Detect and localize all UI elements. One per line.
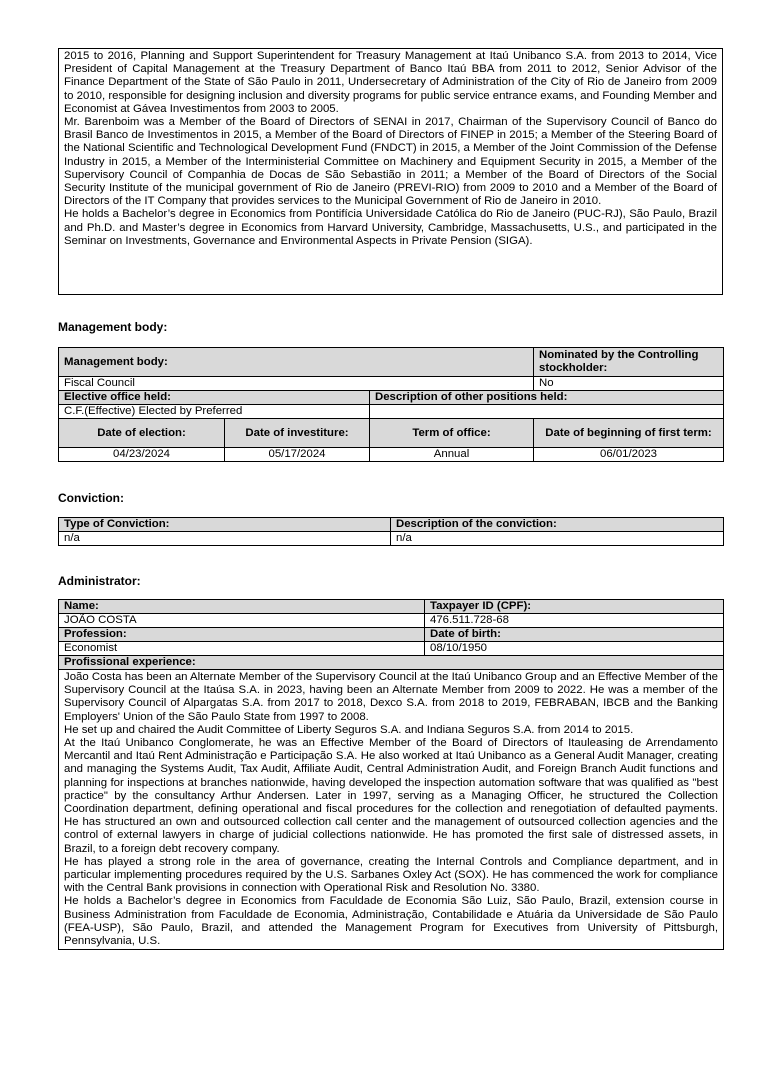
cpf-value: 476.511.728-68 — [425, 614, 724, 628]
experience-paragraph-2: He set up and chaired the Audit Committee of Liberty Seguros S.A. and Indiana Seguros S.A. from 2014 to 2015. — [64, 723, 634, 736]
date-investiture-value: 05/17/2024 — [225, 448, 370, 462]
elective-office-value: C.F.(Effective) Elected by Preferred — [59, 405, 370, 419]
experience-text-cell — [59, 670, 724, 950]
profession-value: Economist — [59, 642, 425, 656]
experience-paragraph-4: He has played a strong role in the area of governance, creating the Internal Controls and Compliance department, and in particular implementing procedures required by the U.S. Sarbanes Oxley Act (SOX). He has commenced the work for compliance with the Central Bank provisions in connection with Operational Risk and Resolution No. 3380. — [64, 855, 718, 895]
first-term-value: 06/01/2023 — [534, 448, 724, 462]
management-body-header: Management body: — [59, 348, 534, 377]
administrator-table — [58, 599, 724, 950]
experience-header: Profissional experience: — [59, 656, 724, 670]
other-positions-header: Description of other positions held: — [370, 391, 724, 405]
cpf-header: Taxpayer ID (CPF): — [425, 600, 724, 614]
nominated-header: Nominated by the Controlling stockholder: — [534, 348, 724, 377]
profession-header: Profession: — [59, 628, 425, 642]
intro-paragraph-2: Mr. Barenboim was a Member of the Board of Directors of SENAI in 2017, Chairman of the Supervisory Council of Banco do Brasil Banco de Investimentos in 2015, a Member of the Board of Directors of FINEP in 2015; a Member of the Steering Board of the National Scientific and Technological Development Fund (FNDCT) in 2015, a Member of the Joint Commission of the Defense Industry in 2015, a Member of the Interministerial Committee on Machinery and Equipment Security in 2015, a Member of the Supervisory Council of Companhia de Docas de São Sebastião in 2011; a Member of the Board of Directors of the Social Security Institute of the municipal government of Rio de Janeiro (PREVI-RIO) from 2009 to 2010 and a Member of the Board of Directors of the IT Company that provides services to the Municipal Government of Rio de Janeiro in 2010. — [64, 116, 717, 208]
date-election-header: Date of election: — [59, 419, 225, 448]
birth-value: 08/10/1950 — [425, 642, 724, 656]
nominated-value: No — [534, 377, 724, 391]
conviction-description-header: Description of the conviction: — [391, 518, 724, 532]
conviction-type-header: Type of Conviction: — [59, 518, 391, 532]
conviction-section-title: Conviction: — [58, 491, 124, 505]
name-value: JOÃO COSTA — [59, 614, 425, 628]
management-section-title: Management body: — [58, 320, 168, 334]
experience-paragraph-1: João Costa has been an Alternate Member of the Supervisory Council at the Itaú Unibanco Group and an Effective Member of the Supervisory Council at the Itaúsa S.A. in 2023, having been an Alternate Member from 2009 to 2022. He was a member of the Supervisory Council of Alpargatas S.A. from 2017 to 2018, Dexco S.A. from 2018 to 2019, FEBRABAN, IBCB and the Banking Employers' Union of the São Paulo State from 1997 to 2008. — [64, 671, 718, 723]
intro-paragraph-1: 2015 to 2016, Planning and Support Superintendent for Treasury Management at Itaú Unibanco S.A. from 2013 to 2014, Vice President of Capital Management at the Treasury Department of Banco Itaú BBA from 2011 to 2012, Senior Advisor of the Finance Department of the State of São Paulo in 2011, Undersecretary of Administration of the City of Rio de Janeiro from 2009 to 2010, responsible for designing inclusion and diversity programs for public service entrance exams, and Founding Member and Economist at Gávea Investimentos from 2003 to 2005. — [64, 50, 717, 115]
management-table — [58, 347, 724, 462]
management-body-value: Fiscal Council — [59, 377, 534, 391]
experience-paragraph-3: At the Itaú Unibanco Conglomerate, he was an Effective Member of the Board of Directors of Itauleasing de Arrendamento Mercantil and Itaú Rent Administração e Participação S.A. He also worked at Itaú Unibanco as a General Audit Manager, creating and managing the Systems Audit, Tax Audit, Affiliate Audit, Central Administration Audit, and Foreign Branch Audit functions and planning for inspections at branches nationwide, having developed the inspection automation software that was qualified as "best practice" by the consultancy Arthur Andersen. Later in 1997, serving as a Managing Officer, he structured the Collection Coordination department, defining operational and fiscal procedures for the collection and renegotiation of defaulted payments. He has structured an own and outsourced collection call center and the management of outsourced collection agencies and the control of external lawyers in charge of judicial collections nationwide. He has promoted the first sale of distressed assets, in Brazil, to a foreign debt recovery company. — [64, 737, 718, 855]
conviction-description-value: n/a — [391, 532, 724, 546]
previous-experience-box — [58, 48, 723, 295]
other-positions-value — [370, 405, 724, 419]
date-investiture-header: Date of investiture: — [225, 419, 370, 448]
conviction-table — [58, 517, 724, 546]
term-office-header: Term of office: — [370, 419, 534, 448]
elective-office-header: Elective office held: — [59, 391, 370, 405]
conviction-type-value: n/a — [59, 532, 391, 546]
name-header: Name: — [59, 600, 425, 614]
intro-paragraph-3: He holds a Bachelor’s degree in Economics from Pontifícia Universidade Católica do Rio de Janeiro (PUC-RJ), São Paulo, Brazil and Ph.D. and Master’s degree in Economics from Harvard University, Cambridge, Massachusetts, U.S., and participated in the Seminar on Investments, Governance and Environmental Aspects in Private Pension (SIGA). — [64, 208, 717, 247]
birth-header: Date of birth: — [425, 628, 724, 642]
first-term-header: Date of beginning of first term: — [534, 419, 724, 448]
term-office-value: Annual — [370, 448, 534, 462]
date-election-value: 04/23/2024 — [59, 448, 225, 462]
experience-paragraph-5: He holds a Bachelor’s degree in Economics from Faculdade de Economia São Luiz, São Paulo, Brazil, extension course in Business Administration from Faculdade de Economia, Administração, Contabilidade e Atuária da Universidade de São Paulo (FEA-USP), São Paulo, Brazil, and attended the Management Program for Executives from University of Pittsburgh, Pennsylvania, U.S. — [64, 895, 718, 948]
administrator-section-title: Administrator: — [58, 574, 141, 588]
